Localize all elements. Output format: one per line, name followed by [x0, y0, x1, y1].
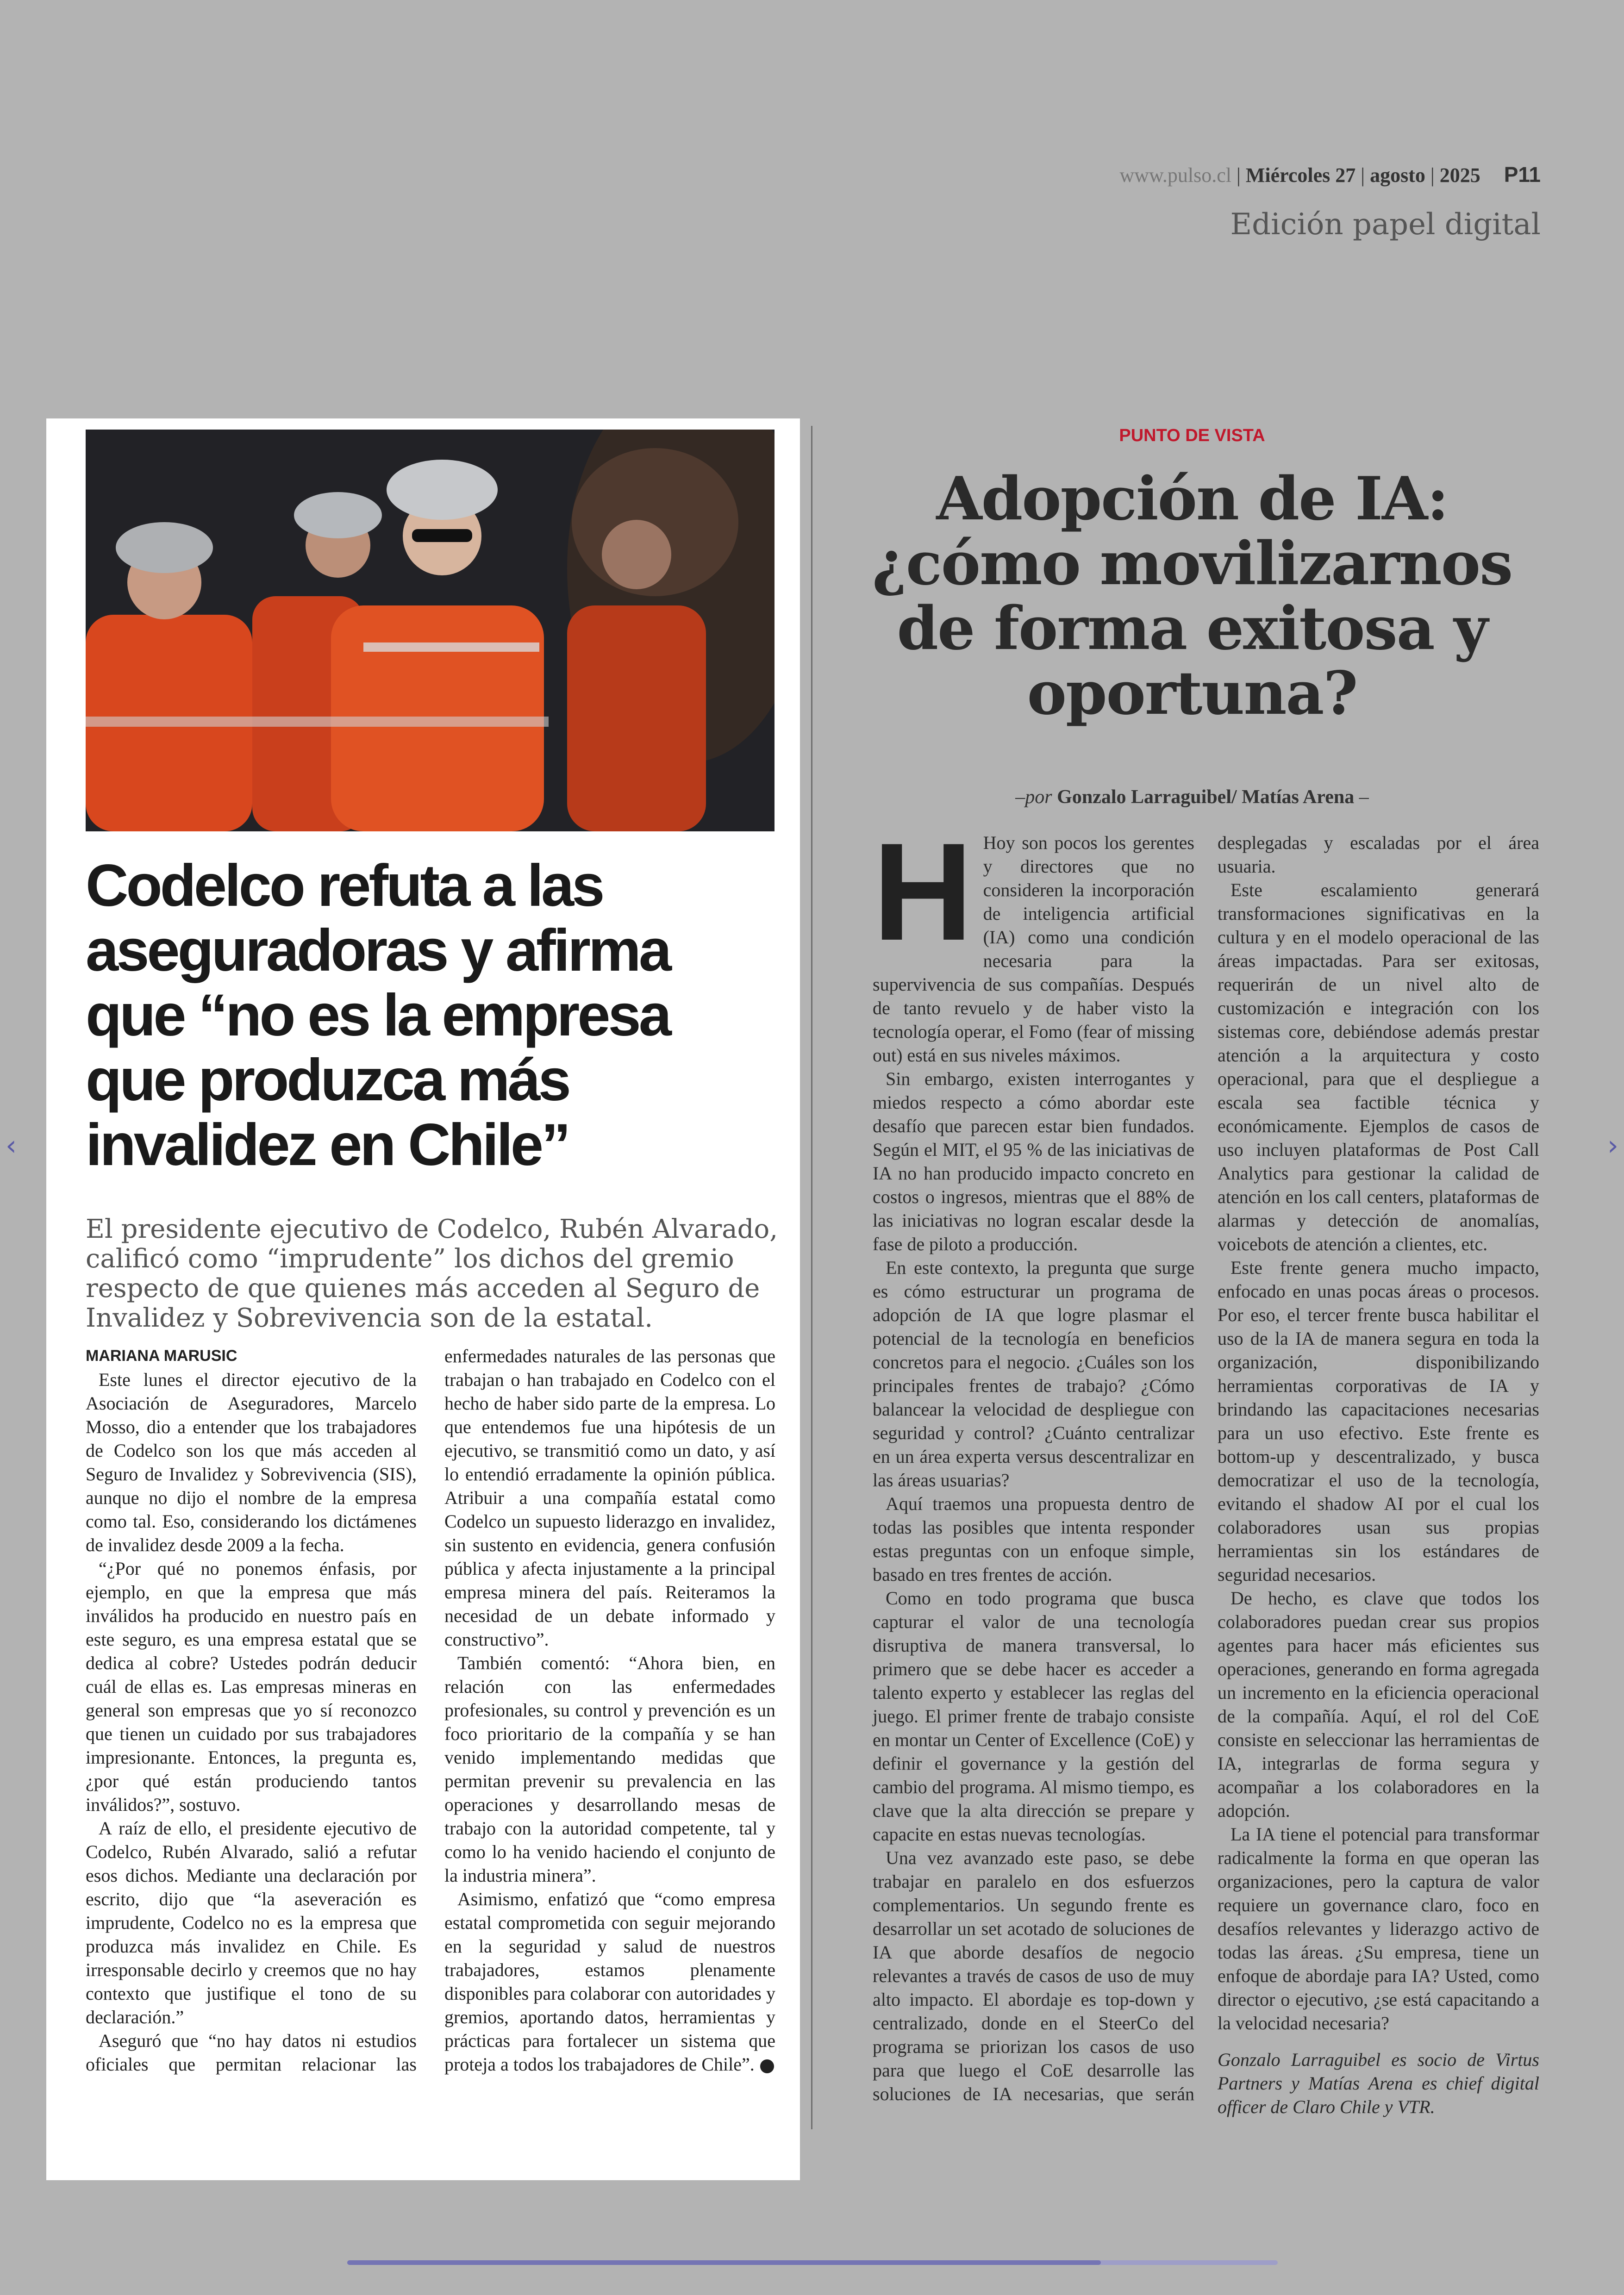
right-paragraph: Aquí traemos una propuesta dentro de todas las posibles que intenta responder estas preguntas con un enfoque simple, basado en tres frentes de acción. [873, 1493, 1194, 1585]
right-paragraph: Este frente genera mucho impacto, enfocado en unas pocas áreas o procesos. Por eso, el tercer frente busca habilitar el uso de la IA de manera segura en toda la organización, disponibilizando herramientas corporativas de IA y brindando las capacitaciones necesarias para un uso efectivo. Este frente es bottom-up y descentralizado, y busca democratizar el uso de la tecnología, evitando el shadow AI por el cual los colaboradores usan sus propias herramientas sin los estándares de seguridad necesarios. [1218, 1257, 1539, 1585]
left-paragraph: “¿Por qué no ponemos énfasis, por ejemplo, en que la empresa que más inválidos ha producido en nuestro país en este seguro, es una empresa estatal que se dedica al cobre? Ustedes podrán deducir cuál de ellas es. Las empresas mineras en general son empresas que yo sí reconozco que tienen un cuidado por sus trabajadores impresionante. Entonces, la pregunta es, ¿por qué están produciendo tantos inválidos?”, sostuvo. [86, 1558, 417, 1815]
left-paragraph: A raíz de ello, el presidente ejecutivo de Codelco, Rubén Alvarado, salió a refutar esos dichos. Mediante una declaración por escrito, dijo que “la aseveración es imprudente, Codelco no es la empresa que produzca más invalidez en Chile. Es irresponsable decirlo y creemos que no hay contexto que justifique el tono de su declaración.” [86, 1818, 417, 2027]
kicker: PUNTO DE VISTA [1119, 426, 1265, 445]
left-paragraph: Aseguró que “no hay datos ni estudios oficiales que permitan relacionar las enfermedades naturales de las personas que trabajan o han trabajado en Codelco con el hecho de haber sido parte de la empresa. Lo que entendemos fue una hipótesis de un ejecutivo, se transmitió como un dato, y así lo entendió erradamente la opinión pública. Atribuir a una compañía estatal como Codelco un supuesto liderazgo en invalidez, sin sustento en evidencia, genera confusión pública y afecta injustamente a la principal empresa minera del país. Reiteramos la necesidad de un debate informado y constructivo”. [86, 1346, 775, 2075]
end-mark-icon [760, 2059, 774, 2073]
right-byline [833, 786, 1551, 808]
right-paragraph: En este contexto, la pregunta que surge es cómo estructurar un programa de adopción de IA que logre plasmar el potencial de la tecnología en beneficios concretos para el negocio. ¿Cuáles son los principales frentes de trabajo? ¿Cómo balancear la velocidad de despliegue con seguridad y control? ¿Cuánto centralizar en un área experta versus descentralizar en las áreas usuarias? [873, 1257, 1194, 1491]
column-divider [811, 426, 812, 2129]
right-body [873, 814, 1539, 2141]
chevron-left-icon[interactable]: ‹ [6, 1129, 17, 1162]
left-paragraph-last [444, 1887, 775, 2076]
right-paragraph: Como en todo programa que busca capturar el valor de una tecnología disruptiva de manera transversal, lo primero que se debe hacer es acceder a talento experto y establecer las reglas del juego. El primer frente de trabajo consiste en montar un Center of Excellence (CoE) y definir el governance y la gestión del cambio del programa. Al mismo tiempo, es clave que la alta dirección se prepare y capacite en estas nuevas tecnologías. [873, 1588, 1194, 1845]
right-paragraph: De hecho, es clave que todos los colaboradores puedan crear sus propios agentes para hacer más eficientes sus operaciones, generando en forma agregada un incremento en la eficiencia operacional de la compañía. Aquí, el rol del CoE consiste en seleccionar las herramientas de IA, integrarlas de forma segura y acompañar a los colaboradores en la adopción. [1218, 1588, 1539, 1821]
header-month: agosto [1370, 164, 1425, 187]
right-headline: Adopción de IA: ¿cómo movilizarnos de forma exitosa y oportuna? [872, 464, 1512, 728]
left-headline: Codelco refuta a las aseguradoras y afirma que “no es la empresa que produzca más invalidez en Chile” [86, 853, 669, 1178]
dropcap: H [873, 814, 973, 969]
left-article [46, 418, 800, 2180]
left-body [86, 1344, 775, 2085]
page-number: P11 [1504, 162, 1541, 187]
miners-photo [86, 430, 775, 831]
right-paragraph: Sin embargo, existen interrogantes y miedos respecto a cómo abordar este desafío que parecen estar bien fundados. Según el MIT, el 95 % de las iniciativas de IA no han producido impacto concreto en costos o ingresos, mientras que el 88% de las iniciativas no logran escalar desde la fase de piloto a producción. [873, 1068, 1194, 1254]
right-first-paragraph [873, 814, 1194, 1067]
byline-authors: Gonzalo Larraguibel/ Matías Arena [1057, 786, 1355, 808]
header-dateline: www.pulso.cl | Miércoles 27 | agosto | 2025 P11 [1119, 162, 1541, 187]
left-paragraph: Este lunes el director ejecutivo de la Asociación de Aseguradores, Marcelo Mosso, dio a entender que los trabajadores de Codelco son los que más acceden al Seguro de Invalidez y Sobrevivencia (SIS), aunque no dijo el nombre de la empresa como tal. Eso, considerando los dictámenes de invalidez desde 2009 a la fecha. [86, 1369, 417, 1555]
left-deck: El presidente ejecutivo de Codelco, Rubén Alvarado, calificó como “imprudente” los dichos del gremio respecto de que quienes más acceden al Seguro de Invalidez y Sobrevivencia son de la estatal. [86, 1214, 778, 1333]
header-year: 2025 [1439, 164, 1480, 187]
reading-progress-bar[interactable] [347, 2260, 1278, 2265]
author-signature: Gonzalo Larraguibel es socio de Virtus Partners y Matías Arena es chief digital officer de Claro Chile y VTR. [1218, 2049, 1539, 2117]
header-day: Miércoles 27 [1245, 164, 1356, 187]
right-paragraph: La IA tiene el potencial para transformar radicalmente la forma en que operan las organizaciones, pero la captura de valor requiere un governance claro, foco en desafíos relevantes y liderazgo activo de todas las áreas. ¿Su empresa, tiene un enfoque de abordaje para IA? Usted, como director o ejecutivo, ¿se está capacitando a la velocidad necesaria? [1218, 1824, 1539, 2033]
header-url[interactable]: www.pulso.cl [1119, 164, 1232, 187]
right-paragraph: Este escalamiento generará transformaciones significativas en la cultura y en el modelo operacional de las áreas impactadas. Para ser exitosas, requerirán de un nivel alto de customización e integración con los sistemas core, debiéndose además prestar atención a la arquitectura y costo operacional, para que el despliegue a escala sea factible técnica y económicamente. Ejemplos de casos de uso incluyen plataformas de Post Call Analytics para gestionar la calidad de atención en los call centers, plataformas de alarmas y detección de anomalías, voicebots de atención a clientes, etc. [1218, 879, 1539, 1254]
reading-progress-fill [347, 2260, 1101, 2265]
left-paragraph-text: Asimismo, enfatizó que “como empresa estatal comprometida con seguir mejorando en la seguridad y salud de nuestros trabajadores, estamos plenamente disponibles para colaborar con autoridades y gremios, aportando datos, herramientas y prácticas para fortalecer un sistema que proteja a todos los trabajadores de Chile”. [444, 1889, 775, 2075]
right-paragraph: Una vez avanzado este paso, se debe trabajar en paralelo en dos esfuerzos complementarios. Un segundo frente es desarrollar un set acotado de soluciones de IA que aborde desafíos de negocio relevantes a través de casos de uso de muy alto impacto. El abordaje es top-down y centralizado, donde en el SteerCo del programa se priorizan los casos de uso para que luego el CoE desarrolle las soluciones de IA necesarias, que serán desplegadas y escaladas por el área usuaria. [873, 832, 1539, 2104]
chevron-right-icon[interactable]: › [1607, 1129, 1618, 1162]
right-first-text: Hoy son pocos los gerentes y directores que no consideren la incorporación de inteligencia artificial (IA) como una condición necesaria para la supervivencia de sus compañías. Después de tanto revuelo y de haber visto la tecnología operar, el Fomo (fear of missing out) está en sus niveles máximos. [873, 832, 1194, 1066]
left-paragraph: También comentó: “Ahora bien, en relación con las enfermedades profesionales, su control y prevención es un foco prioritario de la compañía y se han venido implementando medidas que permitan prevenir su prevalencia en las operaciones y desarrollando mesas de trabajo con la autoridad competente, tal y como lo ha venido haciendo el conjunto de la industria minera”. [444, 1653, 775, 1886]
left-byline: MARIANA MARUSIC [86, 1347, 237, 1365]
edition-subtitle: Edición papel digital [1230, 207, 1541, 242]
byline-suffix: – [1359, 786, 1369, 808]
byline-prefix: –por [1015, 786, 1052, 808]
